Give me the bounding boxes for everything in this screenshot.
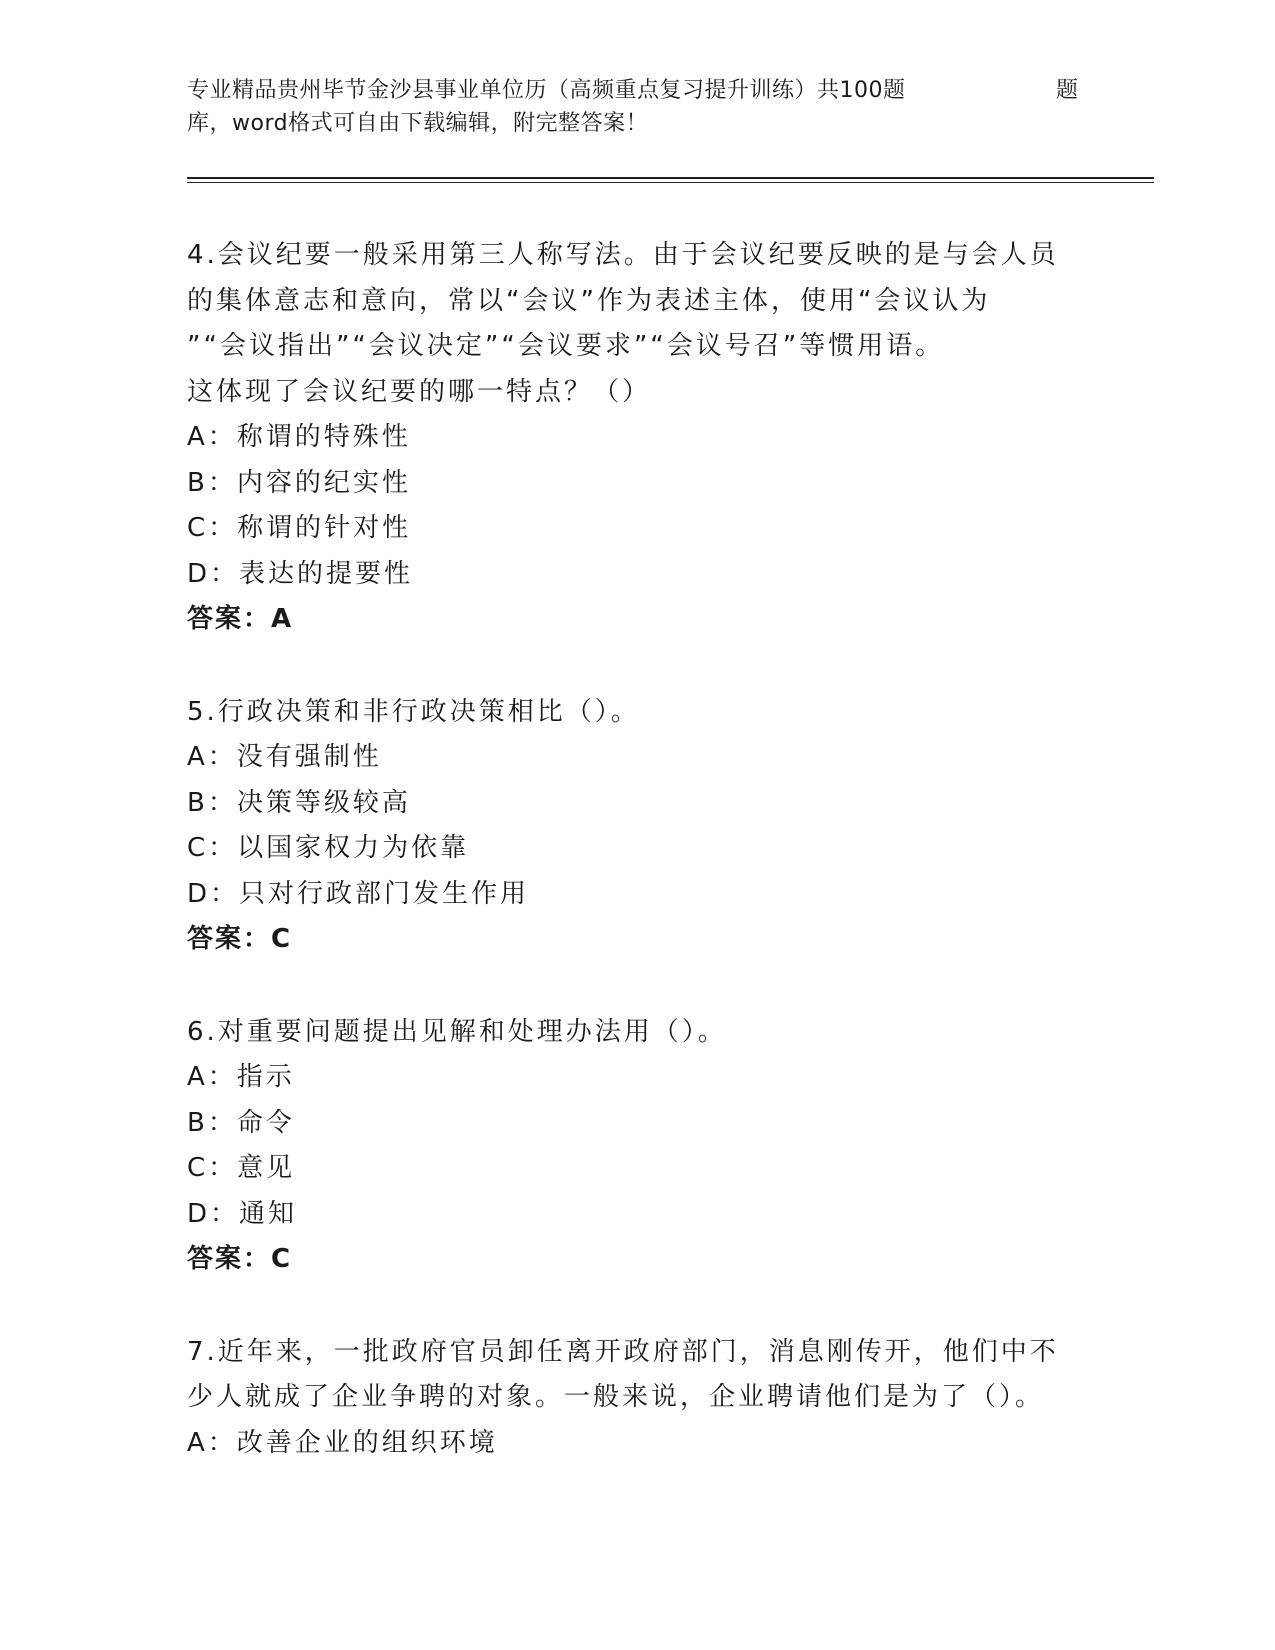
question-list — [187, 233, 1087, 1513]
question-4 — [187, 233, 1087, 643]
question-text: 4.会议纪要一般采用第三人称写法。由于会议纪要反映的是与会人员 的集体意志和意向，常以“会议”作为表述主体，使用“会议认为 ”“会议指出”“会议决定”“会议要求”“会议号召”等惯用语。 这体现了会议纪要的哪一特点？（） — [187, 240, 1059, 407]
header-line-2: 库，word格式可自由下载编辑，附完整答案！ — [187, 111, 649, 136]
option-b: B：内容的纪实性 — [187, 467, 411, 498]
option-b: B：决策等级较高 — [187, 787, 411, 818]
header-title-tail: 题 — [1056, 78, 1079, 103]
option-c: C：意见 — [187, 1153, 296, 1183]
header-divider-thick — [187, 177, 1154, 179]
option-c: C：以国家权力为依靠 — [187, 833, 470, 863]
question-5 — [187, 690, 1087, 963]
option-c: C：称谓的针对性 — [187, 513, 412, 543]
header-line-1 — [187, 74, 1087, 107]
question-6 — [187, 1010, 1087, 1283]
option-a: A：指示 — [187, 1062, 295, 1092]
option-a: A：改善企业的组织环境 — [187, 1427, 498, 1458]
question-text: 7.近年来，一批政府官员卸任离开政府部门，消息刚传开，他们中不 少人就成了企业争聘的对象。一般来说，企业聘请他们是为了（）。 — [187, 1336, 1059, 1412]
option-d: D：通知 — [187, 1198, 298, 1229]
option-d: D：表达的提要性 — [187, 558, 414, 589]
document-header — [187, 74, 1087, 140]
option-b: B：命令 — [187, 1107, 295, 1138]
option-a: A：称谓的特殊性 — [187, 422, 411, 452]
answer-label: 答案：C — [187, 924, 293, 954]
option-d: D：只对行政部门发生作用 — [187, 878, 530, 909]
question-text: 5.行政决策和非行政决策相比（）。 — [187, 696, 640, 727]
question-7 — [187, 1330, 1087, 1467]
answer-label: 答案：A — [187, 604, 294, 634]
header-title: 专业精品贵州毕节金沙县事业单位历（高频重点复习提升训练）共100题 — [187, 78, 906, 103]
answer-label: 答案：C — [187, 1244, 293, 1274]
question-text: 6.对重要问题提出见解和处理办法用（）。 — [187, 1016, 727, 1047]
option-a: A：没有强制性 — [187, 742, 382, 772]
header-divider-thin — [187, 182, 1154, 183]
